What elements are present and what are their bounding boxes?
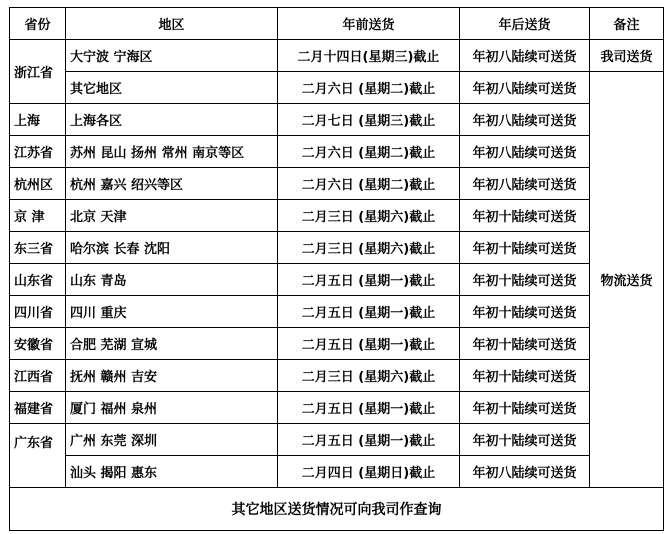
before-cell: 二月五日 (星期一)截止 bbox=[278, 328, 460, 360]
header-note: 备注 bbox=[590, 8, 664, 40]
before-cell: 二月七日 (星期三)截止 bbox=[278, 104, 460, 136]
province-cell: 京 津 bbox=[10, 200, 66, 232]
region-cell: 厦门 福州 泉州 bbox=[66, 392, 278, 424]
footer-note: 其它地区送货情况可向我司作查询 bbox=[10, 488, 664, 531]
province-cell: 江西省 bbox=[10, 360, 66, 392]
after-cell: 年初八陆续可送货 bbox=[460, 104, 590, 136]
before-cell: 二月五日 (星期一)截止 bbox=[278, 264, 460, 296]
province-cell: 上海 bbox=[10, 104, 66, 136]
header-row bbox=[10, 8, 664, 40]
before-cell: 二月五日 (星期一)截止 bbox=[278, 392, 460, 424]
province-cell: 山东省 bbox=[10, 264, 66, 296]
region-cell: 四川 重庆 bbox=[66, 296, 278, 328]
before-cell: 二月三日 (星期六)截止 bbox=[278, 200, 460, 232]
after-cell: 年初八陆续可送货 bbox=[460, 72, 590, 104]
after-cell: 年初十陆续可送货 bbox=[460, 264, 590, 296]
after-cell: 年初十陆续可送货 bbox=[460, 232, 590, 264]
province-cell: 浙江省 bbox=[10, 40, 66, 104]
table-row bbox=[10, 424, 664, 456]
note-own-delivery: 我司送货 bbox=[590, 40, 664, 72]
before-cell: 二月三日 (星期六)截止 bbox=[278, 360, 460, 392]
province-cell: 广东省 bbox=[10, 424, 66, 488]
before-cell: 二月六日 (星期二)截止 bbox=[278, 136, 460, 168]
after-cell: 年初八陆续可送货 bbox=[460, 168, 590, 200]
region-cell: 杭州 嘉兴 绍兴等区 bbox=[66, 168, 278, 200]
table-row bbox=[10, 104, 664, 136]
before-cell: 二月五日 (星期一)截止 bbox=[278, 424, 460, 456]
table-row bbox=[10, 72, 664, 104]
region-cell: 苏州 昆山 扬州 常州 南京等区 bbox=[66, 136, 278, 168]
before-cell: 二月四日 (星期日)截止 bbox=[278, 456, 460, 488]
region-cell: 抚州 赣州 吉安 bbox=[66, 360, 278, 392]
province-cell: 东三省 bbox=[10, 232, 66, 264]
after-cell: 年初十陆续可送货 bbox=[460, 424, 590, 456]
after-cell: 年初八陆续可送货 bbox=[460, 456, 590, 488]
province-cell: 福建省 bbox=[10, 392, 66, 424]
after-cell: 年初十陆续可送货 bbox=[460, 360, 590, 392]
table-row bbox=[10, 168, 664, 200]
before-cell: 二月六日 (星期二)截止 bbox=[278, 168, 460, 200]
note-logistics: 物流送货 bbox=[590, 72, 664, 488]
after-cell: 年初八陆续可送货 bbox=[460, 136, 590, 168]
table-row bbox=[10, 136, 664, 168]
region-cell: 汕头 揭阳 惠东 bbox=[66, 456, 278, 488]
header-province: 省份 bbox=[10, 8, 66, 40]
header-after: 年后送货 bbox=[460, 8, 590, 40]
after-cell: 年初八陆续可送货 bbox=[460, 40, 590, 72]
region-cell: 哈尔滨 长春 沈阳 bbox=[66, 232, 278, 264]
after-cell: 年初十陆续可送货 bbox=[460, 296, 590, 328]
table-row bbox=[10, 456, 664, 488]
header-before: 年前送货 bbox=[278, 8, 460, 40]
before-cell: 二月三日 (星期六)截止 bbox=[278, 232, 460, 264]
region-cell: 上海各区 bbox=[66, 104, 278, 136]
region-cell: 山东 青岛 bbox=[66, 264, 278, 296]
table-row bbox=[10, 360, 664, 392]
table-row bbox=[10, 392, 664, 424]
before-cell: 二月十四日(星期三)截止 bbox=[278, 40, 460, 72]
table-row bbox=[10, 200, 664, 232]
province-cell: 杭州区 bbox=[10, 168, 66, 200]
table-row bbox=[10, 264, 664, 296]
region-cell: 合肥 芜湖 宣城 bbox=[66, 328, 278, 360]
header-region: 地区 bbox=[66, 8, 278, 40]
schedule-table bbox=[9, 7, 664, 531]
footer-row bbox=[10, 488, 664, 531]
after-cell: 年初十陆续可送货 bbox=[460, 392, 590, 424]
before-cell: 二月六日 (星期二)截止 bbox=[278, 72, 460, 104]
table-row bbox=[10, 232, 664, 264]
region-cell: 其它地区 bbox=[66, 72, 278, 104]
region-cell: 大宁波 宁海区 bbox=[66, 40, 278, 72]
delivery-schedule bbox=[9, 7, 664, 531]
province-cell: 四川省 bbox=[10, 296, 66, 328]
table-row bbox=[10, 40, 664, 72]
table-row bbox=[10, 296, 664, 328]
after-cell: 年初十陆续可送货 bbox=[460, 200, 590, 232]
table-row bbox=[10, 328, 664, 360]
province-cell: 江苏省 bbox=[10, 136, 66, 168]
province-cell: 安徽省 bbox=[10, 328, 66, 360]
region-cell: 广州 东莞 深圳 bbox=[66, 424, 278, 456]
before-cell: 二月五日 (星期一)截止 bbox=[278, 296, 460, 328]
region-cell: 北京 天津 bbox=[66, 200, 278, 232]
after-cell: 年初十陆续可送货 bbox=[460, 328, 590, 360]
